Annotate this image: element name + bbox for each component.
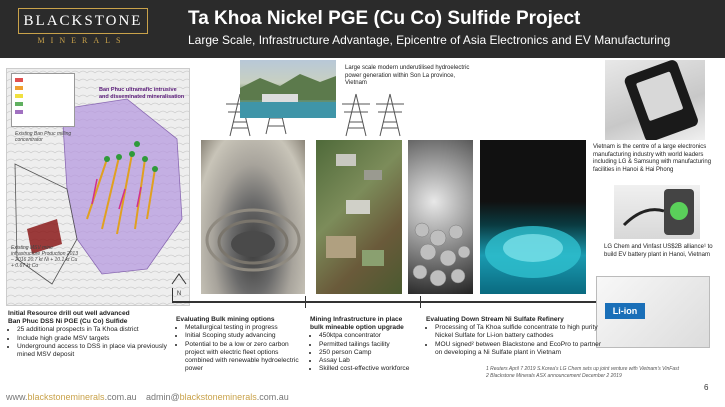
smartphone-graphic	[605, 60, 705, 140]
list-item: • 25 additional prospects in Ta Khoa district	[17, 326, 172, 334]
power-pylon-icon	[372, 92, 408, 138]
list-item: • Permitted tailings facility	[319, 341, 422, 349]
mine-site-graphic	[316, 140, 402, 294]
logo-subtext: MINERALS	[37, 36, 127, 45]
open-pit-mine-photo	[201, 140, 305, 294]
li-ion-label: Li-ion	[605, 303, 645, 319]
page-number: 6	[704, 383, 709, 392]
legend-swatch	[15, 86, 23, 90]
map-title: Ban Phuc ultramafic intrusive and disseminated mineralisation	[99, 87, 185, 100]
existing-mill-label: Existing Ban Phuc milling concentrator	[15, 131, 72, 143]
section-resource-subheading: Ban Phuc DSS Ni PGE (Cu Co) Sulfide	[8, 318, 128, 326]
footnote-1: 1 Reuters April 7 2019 S.Korea's LG Chem sets up joint venture with Vietnam's VinFast	[486, 366, 680, 372]
svg-text:N: N	[176, 291, 182, 297]
slide-subtitle: Large Scale, Infrastructure Advantage, Epicentre of Asia Electronics and EV Manufacturing	[188, 33, 671, 47]
email-prefix: admin@	[146, 392, 180, 402]
list-item: • Metallurgical testing in progress	[185, 324, 304, 332]
section-resource	[8, 310, 172, 359]
section-resource-heading: Initial Resource drill out well advanced	[8, 310, 130, 317]
existing-msv-label: Existing MSV mine infrastructure Production 2013 – 2016 20.7 kt Ni + 10.1 kt Cu + 0.67 kt Co	[11, 245, 78, 269]
website-link[interactable]	[6, 392, 137, 402]
ev-charger-photo	[614, 185, 700, 239]
smartphone-battery-photo	[605, 60, 705, 140]
list-item: • 250 person Camp	[319, 349, 422, 357]
list-item: • Underground access to DSS in place via previously mined MSV deposit	[17, 343, 172, 359]
hydro-dam-graphic	[240, 60, 336, 118]
list-item: • Assay Lab	[319, 357, 422, 365]
ev-charger-graphic	[614, 185, 700, 239]
nickel-pellets-graphic	[408, 140, 473, 294]
hydro-caption: Large scale modern underutilised hydroelectric power generation within Son La province, Vietnam	[345, 65, 470, 86]
legend-swatch	[15, 110, 23, 114]
timeline-tick	[420, 296, 421, 308]
website-prefix: www.	[6, 392, 28, 402]
timeline-tick	[305, 296, 306, 308]
map-legend	[11, 73, 75, 127]
legend-swatch	[15, 78, 23, 82]
list-item: • MOU signed² between Blackstone and EcoPro to partner on developing a Ni Sulfate plant in Vietnam	[435, 341, 606, 357]
section-refinery-heading: Evaluating Down Stream Ni Sulfate Refinery	[426, 316, 564, 323]
power-pylon-icon	[338, 92, 374, 138]
open-pit-graphic	[201, 140, 305, 294]
footnotes	[486, 366, 679, 379]
geology-map	[6, 68, 190, 306]
li-ion-battery-photo	[596, 276, 710, 348]
email-link[interactable]	[146, 392, 289, 402]
list-item: • 450ktpa concentrator	[319, 332, 422, 340]
section-resource-list	[8, 326, 172, 359]
mine-infrastructure-photo	[316, 140, 402, 294]
nickel-sulfate-graphic	[480, 140, 586, 294]
list-item: • Skilled cost-effective workforce	[319, 365, 422, 373]
nickel-sulfate-crystals-photo	[480, 140, 586, 294]
section-infrastructure-subheading: bulk mineable option upgrade	[310, 324, 404, 332]
hydro-dam-photo	[240, 60, 336, 118]
section-infrastructure-list	[310, 332, 422, 373]
ev-caption: LG Chem and Vinfast US$2B alliance¹ to build EV battery plant in Hanoi, Vietnam	[604, 244, 713, 258]
legend-swatch	[15, 102, 23, 106]
email-suffix: .com.au	[256, 392, 289, 402]
section-infrastructure	[310, 316, 422, 373]
slide-title: Ta Khoa Nickel PGE (Cu Co) Sulfide Project	[188, 8, 581, 29]
list-item: • Initial Scoping study advancing	[185, 332, 304, 340]
website-suffix: .com.au	[104, 392, 137, 402]
company-logo[interactable]	[18, 8, 158, 48]
legend-swatch	[15, 94, 23, 98]
footnote-2: 2 Blackstone Minerals ASX announcement December 2 2019	[486, 372, 622, 379]
list-item: • Processing of Ta Khoa sulfide concentrate to high purity Nickel Sulfate for Li-ion battery cathodes	[435, 324, 606, 340]
section-bulk-mining-list	[176, 324, 304, 373]
list-item: • Potential to be a low or zero carbon project with electric fleet options combined with renewable hydroelectric power	[185, 341, 304, 374]
electronics-caption: Vietnam is the centre of a large electronics manufacturing industry with world leaders including LG & Samsung with manufacturing facilities in Hanoi & Hai Phong	[593, 144, 712, 173]
list-item: • Include high grade MSV targets	[17, 335, 172, 343]
nickel-pellets-photo	[408, 140, 473, 294]
section-bulk-mining-heading: Evaluating Bulk mining options	[176, 316, 275, 323]
section-bulk-mining	[176, 316, 304, 373]
website-brand: blackstoneminerals	[27, 392, 105, 402]
email-brand: blackstoneminerals	[179, 392, 257, 402]
timeline-start	[172, 288, 173, 302]
section-refinery-list	[426, 324, 606, 357]
header-bar	[0, 0, 725, 58]
section-refinery	[426, 316, 606, 357]
logo-wordmark: BLACKSTONE	[18, 8, 148, 34]
section-infrastructure-heading: Mining Infrastructure in place	[310, 316, 403, 323]
